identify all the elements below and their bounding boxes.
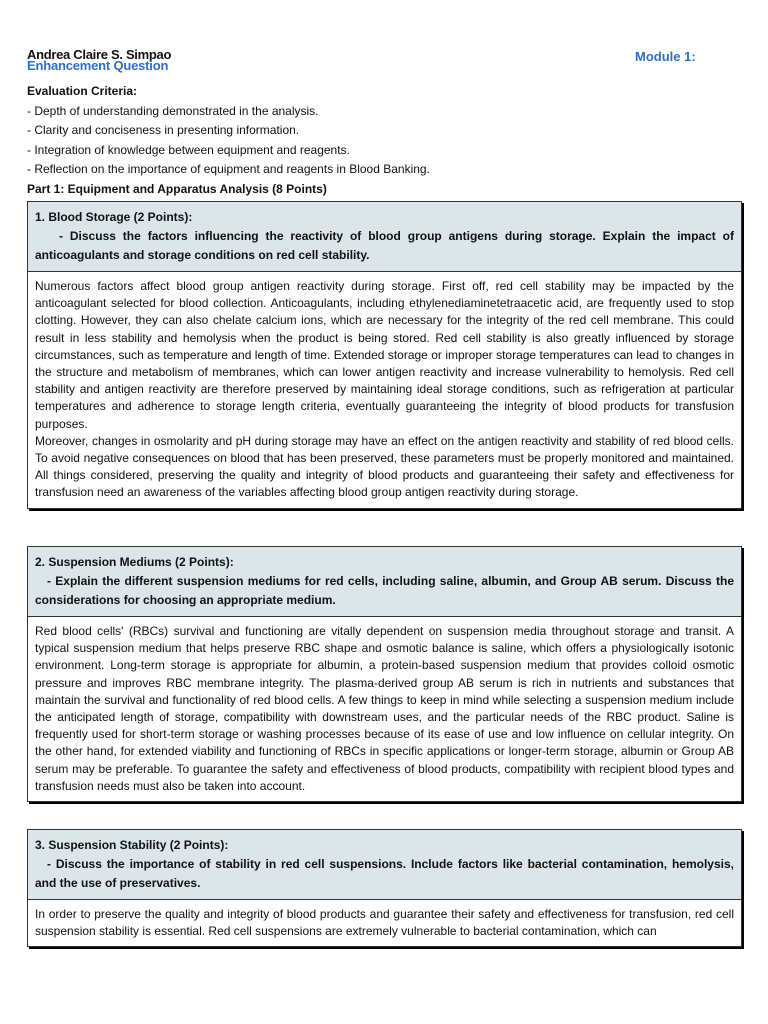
answer-paragraph: Red blood cells' (RBCs) survival and functioning are vitally dependent on suspension media throughout storage and transit. A typical suspension medium that helps preserve RBC shape and osmotic balance is saline, which offers a physiologically isotonic environment. Long-term storage is appropriate for albumin, a protein-based suspension medium that provides colloid osmotic pressure and improves RBC membrane integrity. The plasma-derived group AB serum is rich in nutrients and substances that maintain the survival and functionality of red blood cells. A few things to keep in mind while selecting a suspension medium include the anticipated length of storage, compatibility with downstream uses, and the particular needs of the RBC product. Saline is frequently used for short-term storage or washing processes because of its ease of use and low influence on cellular integrity. On the other hand, for extended viability and functioning of RBCs in specific applications or longer-term storage, albumin or Group AB serum may be preferable. To guarantee the safety and effectiveness of blood products, compatibility with recipient blood types and transfusion needs must also be taken into account. <box>35 624 734 793</box>
answer-cell <box>28 900 741 946</box>
criteria-item: - Integration of knowledge between equipment and reagents. <box>27 142 350 157</box>
question-text: - Explain the different suspension mediums for red cells, including saline, albumin, and Group AB serum. Discuss the considerations for choosing an appropriate medium. <box>35 574 734 607</box>
answer-paragraph: In order to preserve the quality and integrity of blood products and guarantee their safety and effectiveness for transfusion, red cell suspension stability is essential. Red cell suspensions are extremely vulnerable to bacterial contamination, which can <box>35 907 734 939</box>
answer-paragraph: Moreover, changes in osmolarity and pH during storage may have an effect on the antigen reactivity and stability of red blood cells. To avoid negative consequences on blood that has been preserved, these parameters must be properly monitored and maintained. All things considered, preserving the quality and integrity of blood products and guaranteeing their safety and effectiveness for transfusion need an awareness of the variables affecting blood group antigen reactivity during storage. <box>35 433 734 500</box>
criteria-item: - Clarity and conciseness in presenting information. <box>27 123 300 138</box>
section-suspension-stability <box>27 829 742 947</box>
section-blood-storage <box>27 201 742 509</box>
section-suspension-mediums <box>27 546 742 802</box>
answer-paragraph: Numerous factors affect blood group antigen reactivity during storage. First off, red cell stability may be impacted by the anticoagulant selected for blood collection. Anticoagulants, including ethylenediaminetetraacetic acid, are frequently used to stop clotting. However, they can also chelate calcium ions, which are necessary for the integrity of the red cell membrane. This could result in less stability and hemolysis when the product is being stored. Red cell stability is also greatly influenced by storage circumstances, such as temperature and length of time. Extended storage or improper storage temperatures can lead to changes in the structure and metabolism of membranes, which can lower antigen reactivity and increase vulnerability to hemolysis. Red cell stability and antigen reactivity are therefore preserved by maintaining ideal storage conditions, such as refrigeration at particular temperatures and adherence to storage length criteria, eventually guaranteeing the integrity of blood products for transfusion purposes. <box>35 279 734 431</box>
section-title: 2. Suspension Mediums (2 Points): <box>35 555 234 569</box>
module-label: Module 1: <box>635 49 696 64</box>
answer-cell <box>28 617 741 801</box>
criteria-item: - Depth of understanding demonstrated in the analysis. <box>27 103 319 118</box>
part-heading: Part 1: Equipment and Apparatus Analysis (8 Points) <box>27 181 327 196</box>
answer-cell <box>28 272 741 508</box>
question-cell <box>28 830 741 900</box>
section-title: 3. Suspension Stability (2 Points): <box>35 838 229 852</box>
section-title: 1. Blood Storage (2 Points): <box>35 210 193 224</box>
document-subtitle: Enhancement Question <box>27 58 169 73</box>
question-cell <box>28 202 741 272</box>
criteria-heading: Evaluation Criteria: <box>27 84 138 98</box>
author-name: Andrea Claire S. Simpao <box>27 47 172 62</box>
criteria-item: - Reflection on the importance of equipment and reagents in Blood Banking. <box>27 162 430 177</box>
question-cell <box>28 547 741 617</box>
question-text: - Discuss the factors influencing the reactivity of blood group antigens during storage. Explain the impact of anticoagulants and storage conditions on red cell stability. <box>35 229 734 262</box>
question-text: - Discuss the importance of stability in red cell suspensions. Include factors like bacterial contamination, hemolysis, and the use of preservatives. <box>35 857 734 890</box>
evaluation-criteria <box>27 82 742 200</box>
